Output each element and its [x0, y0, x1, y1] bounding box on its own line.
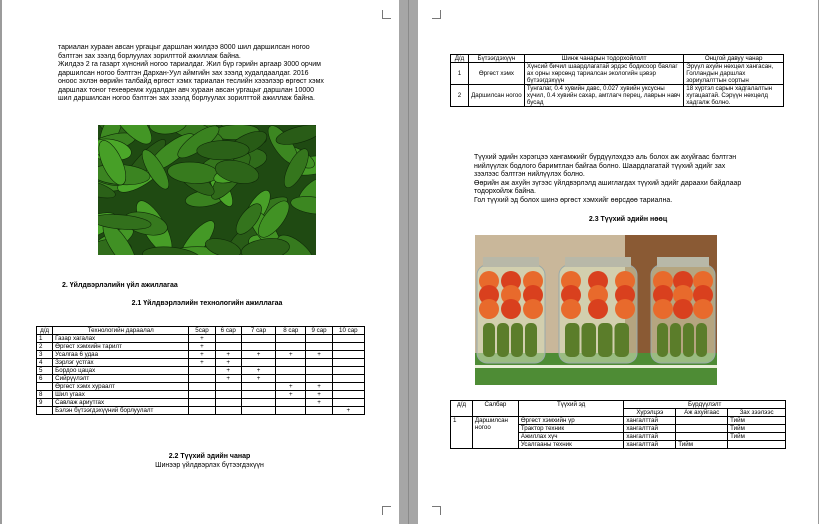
section-2-2-subtitle: Шинээр үйлдвэрлэх бүтээгдэхүүн: [155, 462, 264, 469]
schedule-mark: +: [189, 351, 215, 359]
resource-farm: [676, 417, 728, 425]
section-2-1-title: 2.1 Үйлдвэрлэлийн технологийн ажиллагаа: [131, 300, 283, 307]
tomato-shape: [501, 299, 521, 319]
schedule-header-row: [37, 327, 365, 335]
product-row-number: 1: [451, 63, 469, 85]
pickle-jars-image: [475, 235, 717, 385]
resource-header-cell: Бүрдүүлэлт: [624, 401, 786, 409]
schedule-row: [37, 359, 365, 367]
schedule-row-number: 4: [37, 359, 53, 367]
product-advantage: 18 хүртэл сарын хадгалалтын хугацаатай. Сэрүүн нөхцөлд хадгалж болно.: [684, 85, 784, 107]
product-header-cell: Д/д: [451, 55, 469, 63]
schedule-row: [37, 343, 365, 351]
product-table: [450, 54, 784, 107]
intro-line: бэлтгэн зах зээлд борлуулах зорилттой ажиллаж байна.: [58, 52, 241, 60]
schedule-row-number: 6: [37, 375, 53, 383]
schedule-mark: [332, 399, 364, 407]
product-name: Даршилсан ногоо: [468, 85, 524, 107]
schedule-row: [37, 335, 365, 343]
resource-header-row: [451, 401, 786, 409]
product-header-cell: Бүтээгдэхүүн: [468, 55, 524, 63]
schedule-row: [37, 351, 365, 359]
schedule-mark: +: [189, 359, 215, 367]
schedule-mark: [189, 383, 215, 391]
document-page-1: [2, 0, 399, 524]
intro-line: даршилсан ногоо бэлтгэн Дархан-Уул аймгийн зах зээлд худалдаалдаг. 2016: [58, 69, 309, 77]
resource-item: Ажиллах хүч: [518, 433, 624, 441]
pickle-shape: [615, 323, 630, 357]
schedule-mark: [332, 391, 364, 399]
schedule-mark: [306, 359, 332, 367]
schedule-mark: [241, 399, 275, 407]
schedule-header-cell: 10 сар: [332, 327, 364, 335]
document-page-2: [418, 0, 818, 524]
raw-material-paragraph: [474, 154, 792, 205]
cucumbers-image: [98, 125, 316, 255]
schedule-mark: [215, 335, 241, 343]
product-row: [451, 85, 784, 107]
schedule-row: [37, 367, 365, 375]
schedule-mark: +: [241, 351, 275, 359]
pickle-shape: [483, 323, 495, 357]
body-line: тодорхойлж байна.: [474, 188, 536, 195]
schedule-mark: [241, 343, 275, 351]
schedule-mark: [276, 359, 306, 367]
schedule-task: Усалгаа 6 удаа: [53, 351, 189, 359]
tomato-shape: [479, 299, 499, 319]
resource-header-cell: Түүхий эд: [518, 401, 624, 417]
pickle-shape: [525, 323, 537, 357]
pickle-jars-photo: [475, 235, 717, 385]
schedule-mark: [276, 375, 306, 383]
schedule-task: Өргөст хэмх хураалт: [53, 383, 189, 391]
schedule-row-number: 2: [37, 343, 53, 351]
schedule-mark: [276, 343, 306, 351]
resource-header-cell: д/д: [451, 401, 473, 417]
schedule-mark: [215, 343, 241, 351]
schedule-header-cell: 9 сар: [306, 327, 332, 335]
tomato-shape: [523, 299, 543, 319]
schedule-mark: [241, 391, 275, 399]
schedule-mark: [332, 335, 364, 343]
jar-lid: [565, 257, 631, 267]
product-header-cell: Онцгой давуу чанар: [684, 55, 784, 63]
schedule-header-cell: д/д: [37, 327, 53, 335]
schedule-row: [37, 375, 365, 383]
product-name: Өргөст хэмх: [468, 63, 524, 85]
pickle-shape: [670, 323, 681, 357]
intro-line: Жилдээ 2 га газарт хүнсний ногоо тариалдаг. Жил бүр гэрийн аргаар 3000 орчим: [58, 61, 321, 68]
pickle-shape: [598, 323, 613, 357]
schedule-mark: [215, 383, 241, 391]
schedule-task: Өргөст хэмхийн тарилт: [53, 343, 189, 351]
pickle-shape: [683, 323, 694, 357]
pickle-shape: [657, 323, 668, 357]
intro-paragraph: [58, 44, 378, 104]
resource-farm: Тийм: [676, 441, 728, 449]
resource-availability: хангалттай: [624, 433, 676, 441]
product-row: [451, 63, 784, 85]
schedule-mark: [332, 367, 364, 375]
schedule-header-cell: 8 сар: [276, 327, 306, 335]
schedule-header-cell: 5сар: [189, 327, 215, 335]
schedule-mark: +: [215, 351, 241, 359]
pickle-shape: [696, 323, 707, 357]
schedule-mark: [332, 359, 364, 367]
resource-market: Тийм: [728, 425, 786, 433]
resource-branch: Даршилсан ногоо: [472, 417, 518, 449]
schedule-task: Зэрлэг устгах: [53, 359, 189, 367]
schedule-mark: +: [215, 359, 241, 367]
pickle-shape: [511, 323, 523, 357]
schedule-header-cell: 6 сар: [215, 327, 241, 335]
resource-table: [450, 400, 786, 449]
resource-farm: [676, 433, 728, 441]
pickle-shape: [565, 323, 580, 357]
resource-market: [728, 441, 786, 449]
schedule-mark: +: [189, 343, 215, 351]
intro-line: тариалан хураан авсан ургацыг даршлан жилдээ 8000 шил даршилсан ногоо: [58, 44, 310, 51]
intro-line: оноос эхлэн өөрийн талбайд өргөст хэмх тариалан теслийн хэээлээр өргөст хэмх: [58, 78, 324, 85]
schedule-mark: +: [306, 383, 332, 391]
schedule-mark: [276, 367, 306, 375]
product-header-row: [451, 55, 784, 63]
page-separator: [399, 0, 418, 524]
margin-mark-top-right: [382, 10, 391, 19]
schedule-row: [37, 391, 365, 399]
schedule-task: Газар хагалах: [53, 335, 189, 343]
schedule-row-number: [37, 383, 53, 391]
schedule-mark: [306, 343, 332, 351]
schedule-header-cell: 7 сар: [241, 327, 275, 335]
resource-subheader-cell: Зах зээлээс: [728, 409, 786, 417]
schedule-mark: [332, 383, 364, 391]
schedule-mark: +: [215, 367, 241, 375]
resource-market: Тийм: [728, 433, 786, 441]
schedule-mark: +: [241, 367, 275, 375]
schedule-task: Бордоо цацах: [53, 367, 189, 375]
tomato-shape: [673, 299, 693, 319]
resource-availability: хангалттай: [624, 425, 676, 433]
schedule-mark: [189, 367, 215, 375]
schedule-mark: +: [276, 383, 306, 391]
schedule-task: Бэлэн бүтээгдэхүүний борлуулалт: [53, 407, 189, 415]
product-description: Тунгалаг, 0.4 хувийн давс, 0.027 хувийн уксусны хүчил, 0.4 хувийн сахар, амтлагч перец, лаврын навч бусад: [524, 85, 683, 107]
schedule-row-number: 9: [37, 399, 53, 407]
resource-farm: [676, 425, 728, 433]
body-line: Гол түүхий эд болох шинэ өргөст хэмхийг өөрсдөө тариална.: [474, 196, 673, 204]
schedule-task: Сийрүүлэлт: [53, 375, 189, 383]
section-2-3-title: 2.3 Түүхий эдийн нөөц: [588, 216, 668, 223]
margin-mark-top-left: [432, 10, 441, 19]
schedule-mark: +: [306, 391, 332, 399]
body-line: нийлүүлэх бодлого баримтлан байгаа болно. Шаардлагатай түүхий эдийг зах: [474, 162, 726, 170]
schedule-mark: [306, 367, 332, 375]
section-2-2-title: 2.2 Түүхий эдийн чанар: [168, 453, 251, 460]
schedule-mark: [215, 399, 241, 407]
schedule-mark: [241, 407, 275, 415]
resource-header-cell: Салбар: [472, 401, 518, 417]
cucumbers-photo: [98, 125, 316, 255]
schedule-mark: [276, 399, 306, 407]
schedule-mark: [241, 335, 275, 343]
resource-item: Усалгааны техник: [518, 441, 624, 449]
schedule-mark: +: [215, 375, 241, 383]
resource-item: Өргөст хэмхийн үр: [518, 417, 624, 425]
schedule-mark: +: [189, 335, 215, 343]
tomato-shape: [693, 299, 713, 319]
margin-mark-bottom-left: [432, 506, 441, 515]
schedule-row-number: 3: [37, 351, 53, 359]
schedule-mark: [332, 343, 364, 351]
schedule-mark: [189, 399, 215, 407]
resource-availability: хангалттай: [624, 417, 676, 425]
schedule-mark: [332, 375, 364, 383]
schedule-row-number: 5: [37, 367, 53, 375]
schedule-row-number: [37, 407, 53, 415]
resource-subheader-cell: Аж ахуйгаас: [676, 409, 728, 417]
tomato-shape: [653, 299, 673, 319]
schedule-mark: [306, 335, 332, 343]
section-2-title: 2. Үйлдвэрлэлийн үйл ажиллагаа: [62, 282, 178, 289]
schedule-mark: [332, 351, 364, 359]
tomato-shape: [561, 299, 581, 319]
production-schedule-table: [36, 326, 365, 415]
product-advantage: Эрүүл ахуйн нөхцөл хангасан, Голландын даршлах зориулалттын сортын: [684, 63, 784, 85]
schedule-mark: +: [306, 399, 332, 407]
schedule-row: [37, 407, 365, 415]
schedule-mark: [306, 375, 332, 383]
schedule-row: [37, 383, 365, 391]
schedule-mark: +: [332, 407, 364, 415]
product-description: Хүнсий бичил шаардлагатай эрдэс бодисоор баялаг ах орны хөрсөнд тариалсан экологийн цэвэр бүтээгдэхүүн: [524, 63, 683, 85]
schedule-mark: [276, 335, 306, 343]
schedule-mark: +: [241, 375, 275, 383]
pickle-shape: [582, 323, 597, 357]
tomato-shape: [588, 299, 608, 319]
intro-line: шил даршилсан ногоо бэлтгэн зах зээлд борлуулах зорилттой ажиллаж байна.: [58, 95, 315, 102]
schedule-mark: [189, 407, 215, 415]
schedule-mark: [189, 375, 215, 383]
body-line: Түүхий эдийн хэрэгцээ хангамжийг бүрдүүлэхдээ аль болох аж ахуйгаас бэлтгэн: [474, 154, 737, 161]
schedule-task: Шил угаах: [53, 391, 189, 399]
resource-subheader-cell: Хурэлцээ: [624, 409, 676, 417]
schedule-mark: +: [276, 391, 306, 399]
schedule-mark: [306, 407, 332, 415]
schedule-row-number: 1: [37, 335, 53, 343]
resource-market: Тийм: [728, 417, 786, 425]
schedule-mark: [241, 359, 275, 367]
schedule-row: [37, 399, 365, 407]
schedule-mark: [189, 391, 215, 399]
jar-lid: [483, 257, 539, 267]
resource-branch-number: 1: [451, 417, 473, 449]
intro-line: даршлах тоног техеөремж худалдан авч хураан авсан ургацыг даршлан 10000: [58, 86, 315, 94]
schedule-mark: +: [276, 351, 306, 359]
pickle-shape: [497, 323, 509, 357]
jar-lid: [657, 257, 709, 267]
schedule-mark: [215, 407, 241, 415]
schedule-mark: [241, 383, 275, 391]
schedule-header-cell: Технологийн дараалал: [53, 327, 189, 335]
product-row-number: 2: [451, 85, 469, 107]
body-line: зээлээс бэлтгэн нийлүүлэх болно.: [474, 171, 585, 178]
schedule-mark: [276, 407, 306, 415]
schedule-task: Савлаж ариутгах: [53, 399, 189, 407]
body-line: Өөрийн аж ахуйн зүгээс үйлдвэрлэлд ашиглагдах түүхий эдийг дараахи байдлаар: [474, 179, 742, 187]
product-header-cell: Шинж чанарын тодорхойлолт: [524, 55, 683, 63]
schedule-mark: [215, 391, 241, 399]
tomato-shape: [615, 299, 635, 319]
margin-mark-bottom-right: [382, 506, 391, 515]
schedule-row-number: 8: [37, 391, 53, 399]
schedule-mark: +: [306, 351, 332, 359]
resource-item: Трактор техник: [518, 425, 624, 433]
resource-availability: хангалттай: [624, 441, 676, 449]
resource-row: [451, 417, 786, 425]
